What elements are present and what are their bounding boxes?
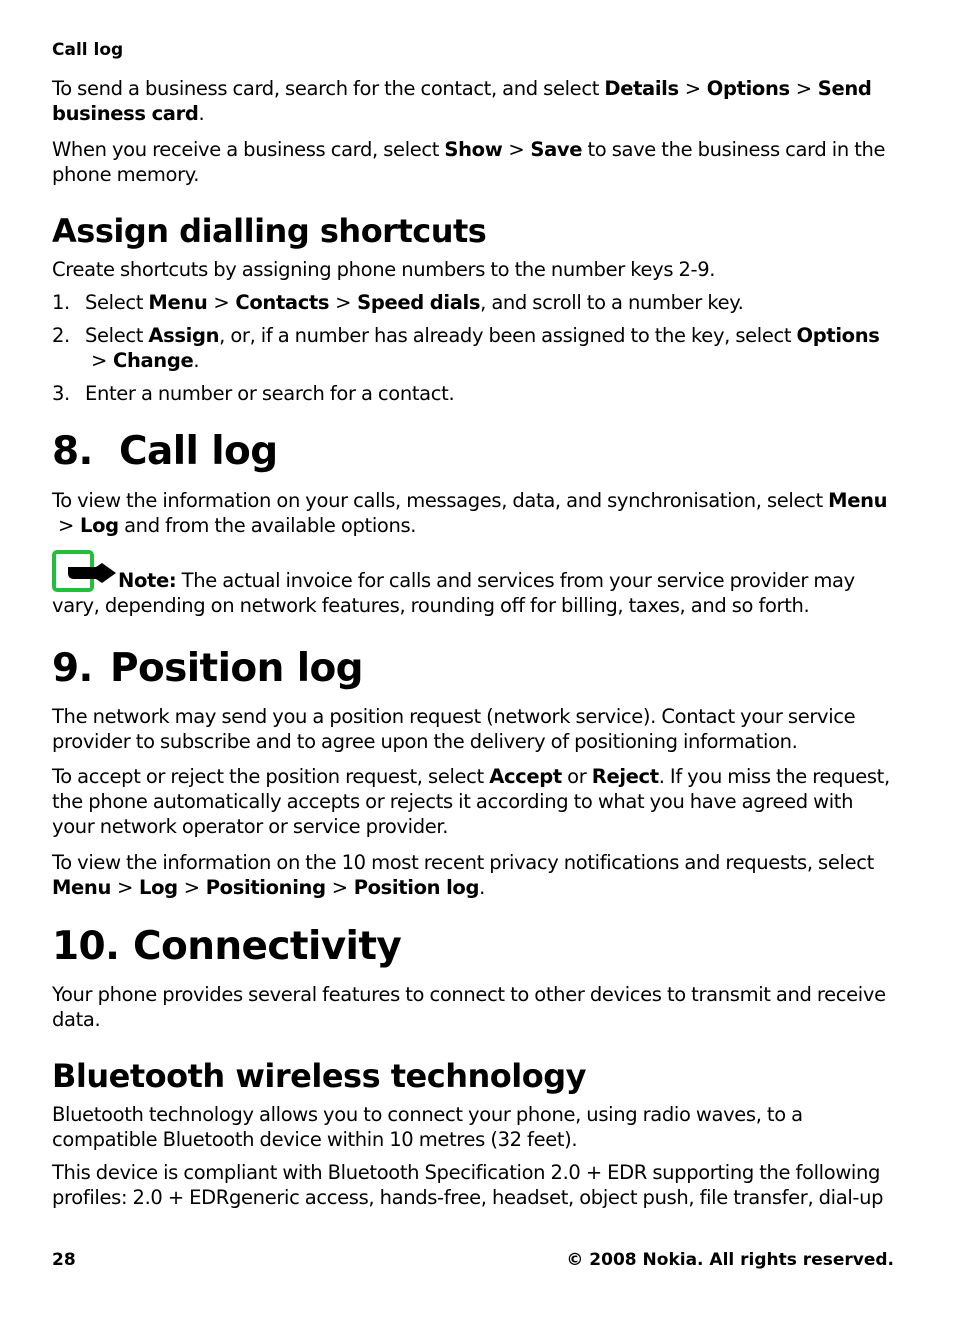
connectivity-heading: 10. Connectivity: [52, 924, 402, 969]
note-hand-icon: [52, 549, 116, 593]
bluetooth-paragraph-1: Bluetooth technology allows you to connect your phone, using radio waves, to a compatible Bluetooth device within 10 metres (32 feet).: [52, 1103, 803, 1151]
position-log-paragraph-3: To view the information on the 10 most recent privacy notifications and requests, select Menu > Log > Positioning > Position log.: [52, 851, 874, 899]
copyright: © 2008 Nokia. All rights reserved.: [566, 1250, 894, 1270]
intro-paragraph-1: To send a business card, search for the contact, and select Details > Options > Send business card.: [52, 77, 872, 125]
assign-shortcuts-steps: [52, 290, 898, 406]
bluetooth-paragraph-2: This device is compliant with Bluetooth Specification 2.0 + EDR supporting the following profiles: 2.0 + EDRgeneric access, hands-free, headset, object push, file transfer, dial-up: [52, 1161, 884, 1209]
intro-paragraph-2: When you receive a business card, select Show > Save to save the business card in the phone memory.: [52, 138, 886, 186]
call-log-heading: 8. Call log: [52, 429, 278, 474]
step-3: 3. Enter a number or search for a contact.: [52, 382, 455, 405]
assign-shortcuts-lead: Create shortcuts by assigning phone numbers to the number keys 2-9.: [52, 258, 716, 281]
running-header: Call log: [52, 40, 124, 60]
assign-shortcuts-heading: Assign dialling shortcuts: [52, 212, 487, 250]
position-log-paragraph-1: The network may send you a position request (network service). Contact your service provider to subscribe and to agree upon the delivery of positioning information.: [52, 705, 856, 753]
position-log-paragraph-2: To accept or reject the position request, select Accept or Reject. If you miss the request, the phone automatically accepts or rejects it according to what you have agreed with your network operator or service provider.: [52, 765, 890, 838]
page-number: 28: [52, 1250, 76, 1270]
call-log-paragraph: To view the information on your calls, messages, data, and synchronisation, select Menu> Log and from the available options.: [52, 489, 888, 537]
connectivity-paragraph: Your phone provides several features to connect to other devices to transmit and receive data.: [52, 983, 886, 1031]
position-log-heading: 9. Position log: [52, 646, 363, 691]
bluetooth-heading: Bluetooth wireless technology: [52, 1057, 586, 1095]
call-log-note: Note: The actual invoice for calls and services from your service provider may vary, depending on network features, rounding off for billing, taxes, and so forth.: [52, 549, 898, 618]
step-2: 2. Select Assign, or, if a number has already been assigned to the key, select Options> Change.: [52, 324, 880, 372]
step-1: 1. Select Menu > Contacts > Speed dials, and scroll to a number key.: [52, 291, 744, 314]
